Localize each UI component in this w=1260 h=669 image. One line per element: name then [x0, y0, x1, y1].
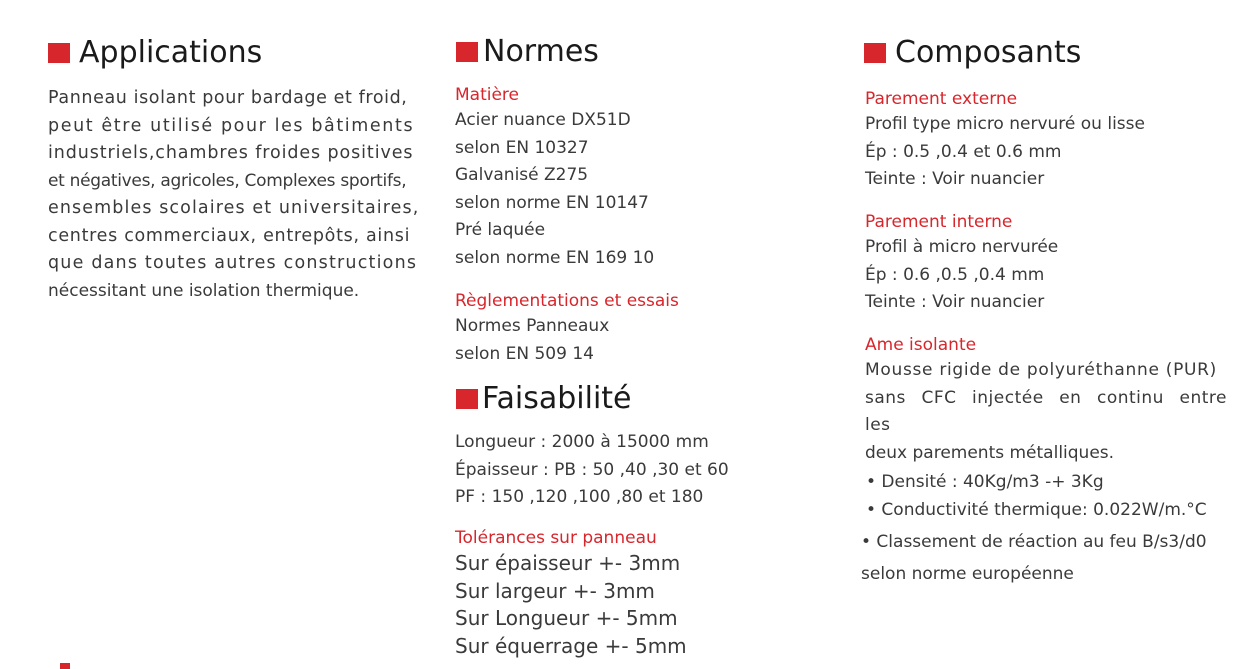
- parement-externe-label: Parement externe: [865, 89, 1018, 109]
- tolerances-label: Tolérances sur panneau: [455, 528, 657, 548]
- applications-text: [48, 85, 428, 305]
- ame-isolante-block: [865, 333, 1227, 467]
- parement-interne-block: [865, 210, 1058, 317]
- matiere-block: [455, 83, 654, 272]
- tolerances-line: Sur Longueur +- 5mm: [455, 606, 678, 630]
- ame-isolante-line: deux parements métalliques.: [865, 442, 1115, 463]
- applications-line: Panneau isolant pour bardage et froid,: [48, 88, 408, 108]
- reglementations-line: Normes Panneaux: [455, 316, 610, 336]
- ame-isolante-line: sans CFC injectée en continu entre les: [865, 387, 1227, 435]
- matiere-line: Acier nuance DX51D: [455, 110, 631, 130]
- square-bullet-icon: [456, 389, 478, 409]
- tolerances-block: [455, 526, 687, 660]
- parement-externe-line: Teinte : Voir nuancier: [865, 169, 1045, 189]
- faisabilite-heading: [456, 382, 632, 416]
- applications-line: peut être utilisé pour les bâtiments: [48, 115, 415, 136]
- parement-interne-line: Ép : 0.6 ,0.5 ,0.4 mm: [865, 264, 1045, 285]
- matiere-line: Galvanisé Z275: [455, 165, 589, 185]
- faisabilite-title: Faisabilité: [482, 381, 632, 416]
- parement-interne-line: Profil à micro nervurée: [865, 237, 1059, 257]
- applications-title: Applications: [79, 35, 263, 70]
- proprietes-list: [861, 468, 1207, 588]
- composants-title: Composants: [895, 35, 1082, 70]
- square-bullet-icon: [456, 42, 478, 62]
- densite-item: • Densité : 40Kg/m3 -+ 3Kg: [866, 472, 1104, 492]
- faisabilite-block: [455, 429, 729, 512]
- applications-line: centres commerciaux, entrepôts, ainsi: [48, 225, 411, 246]
- matiere-line: selon norme EN 169 10: [455, 247, 655, 268]
- matiere-line: Pré laquée: [455, 220, 546, 240]
- parement-externe-line: Profil type micro nervuré ou lisse: [865, 114, 1145, 134]
- conductivite-item: • Conductivité thermique: 0.022W/m.°C: [866, 500, 1207, 520]
- square-bullet-icon: [48, 43, 70, 63]
- decorative-mark: [60, 663, 70, 669]
- faisabilite-line: Épaisseur : PB : 50 ,40 ,30 et 60: [455, 459, 729, 480]
- composants-heading: [864, 36, 1081, 70]
- tolerances-line: Sur équerrage +- 5mm: [455, 633, 687, 658]
- applications-line: et négatives, agricoles, Complexes sportifs,: [48, 170, 407, 191]
- matiere-line: selon norme EN 10147: [455, 192, 649, 213]
- reglementations-label: Règlementations et essais: [455, 291, 679, 311]
- parement-externe-block: [865, 87, 1145, 194]
- applications-line: nécessitant une isolation thermique.: [48, 280, 360, 301]
- norme-item: selon norme européenne: [861, 564, 1074, 584]
- normes-title: Normes: [483, 34, 599, 69]
- applications-line: ensembles scolaires et universitaires,: [48, 198, 420, 218]
- matiere-line: selon EN 10327: [455, 137, 589, 158]
- reglementations-line: selon EN 509 14: [455, 343, 594, 364]
- applications-heading: [48, 36, 262, 70]
- tolerances-line: Sur épaisseur +- 3mm: [455, 551, 681, 575]
- tolerances-line: Sur largeur +- 3mm: [455, 578, 655, 603]
- faisabilite-line: PF : 150 ,120 ,100 ,80 et 180: [455, 487, 704, 507]
- reglementations-block: [455, 289, 679, 368]
- normes-heading: [456, 35, 599, 69]
- square-bullet-icon: [864, 43, 886, 63]
- faisabilite-line: Longueur : 2000 à 15000 mm: [455, 432, 709, 452]
- classement-item: • Classement de réaction au feu B/s3/d0: [861, 532, 1207, 552]
- ame-isolante-line: Mousse rigide de polyuréthanne (PUR): [865, 360, 1218, 380]
- applications-line: industriels,chambres froides positives: [48, 143, 414, 163]
- ame-isolante-label: Ame isolante: [865, 335, 977, 355]
- applications-line: que dans toutes autres constructions: [48, 253, 418, 273]
- parement-externe-line: Ép : 0.5 ,0.4 et 0.6 mm: [865, 141, 1062, 162]
- parement-interne-label: Parement interne: [865, 212, 1013, 232]
- parement-interne-line: Teinte : Voir nuancier: [865, 292, 1045, 312]
- matiere-label: Matière: [455, 85, 520, 105]
